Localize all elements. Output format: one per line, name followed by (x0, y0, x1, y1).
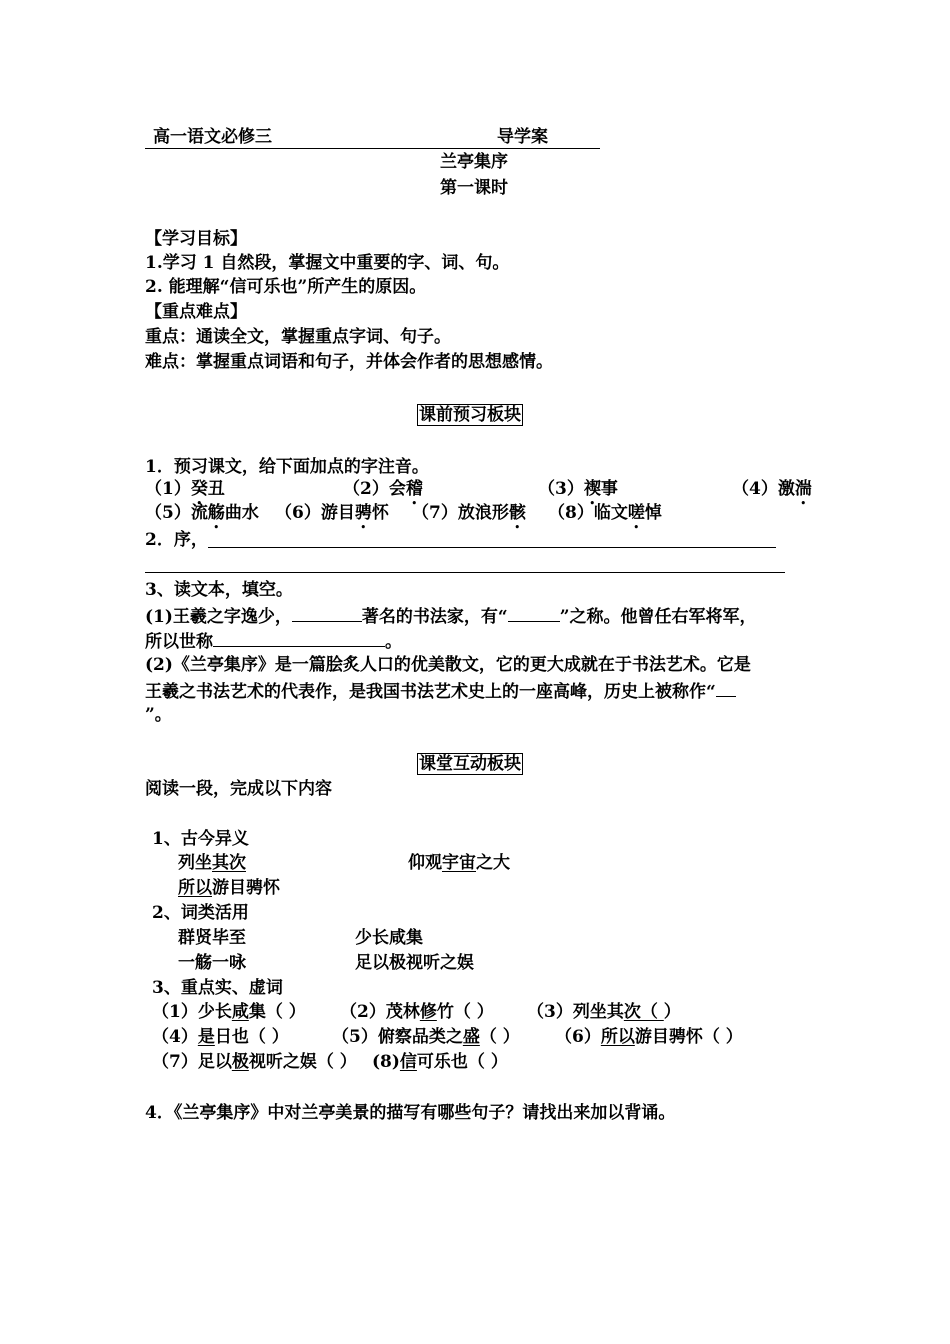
header-doc-type: 导学案 (497, 127, 548, 147)
objective-1: 1.学习 1 自然段，掌握文中重要的字、词、句。 (145, 253, 510, 273)
dotted-char: 稽 (405, 479, 423, 499)
vocab-item-1: （1）少长咸集（ ） (152, 1002, 306, 1022)
classroom-question-4: 4．《兰亭集序》中对兰亭美景的描写有哪些句子？请找出来加以背诵。 (145, 1103, 676, 1123)
vocab-item-8: (8)信可乐也（ ） (372, 1052, 508, 1072)
word-item-1: （1）癸丑 (145, 479, 225, 499)
subsection-2-heading: 2、词类活用 (152, 903, 249, 923)
word-item-4: （4）激湍 (732, 479, 812, 499)
dotted-char: 骸 (508, 503, 526, 523)
word-item-3: （3）禊事 (538, 479, 618, 499)
key-point: 重点：通读全文，掌握重点字词、句子。 (145, 327, 451, 347)
preview-section-title-text: 课前预习板块 (419, 405, 521, 425)
preview-question-3-1-line1: (1)王羲之字逸少， 著名的书法家，有“ ”之称。他曾任右军将军， (145, 603, 756, 629)
difficulties-heading: 【重点难点】 (145, 302, 247, 322)
term-3: 所以游目骋怀 (178, 878, 280, 898)
phrase-1: 群贤毕至 (178, 928, 246, 948)
header-underline (145, 148, 600, 149)
dotted-char: 嗟 (627, 503, 645, 523)
vocab-item-5: （5）俯察品类之盛（ ） (332, 1027, 520, 1047)
word-item-8: （8）临文嗟悼 (548, 503, 662, 523)
term-1: 列坐其次 (178, 853, 246, 873)
page-title: 兰亭集序 (440, 152, 508, 172)
page-subtitle: 第一课时 (440, 178, 508, 198)
header-course: 高一语文必修三 (153, 127, 272, 147)
vocab-item-2: （2）茂林修竹（ ） (340, 1002, 494, 1022)
fill-blank[interactable] (292, 603, 362, 622)
dotted-char: 觞 (207, 503, 225, 523)
word-item-6: （6）游目骋怀 (275, 503, 389, 523)
dotted-char: 癸 (190, 479, 208, 499)
fill-blank[interactable] (716, 678, 736, 697)
preview-question-3-1-line2: 所以世称 。 (145, 628, 402, 654)
classroom-intro: 阅读一段，完成以下内容 (145, 779, 332, 799)
vocab-item-4: （4）是日也（ ） (152, 1027, 289, 1047)
dotted-char: 禊 (583, 479, 601, 499)
preview-question-3-2-line2: 王羲之书法艺术的代表作，是我国书法艺术史上的一座高峰，历史上被称作“ (145, 678, 736, 704)
dotted-char: 湍 (794, 479, 812, 499)
phrase-3: 一觞一咏 (178, 953, 246, 973)
word-item-2: （2）会稽 (343, 479, 423, 499)
vocab-item-7: （7）足以极视听之娱（ ） (152, 1052, 357, 1072)
dotted-char: 骋 (354, 503, 372, 523)
objectives-heading: 【学习目标】 (145, 229, 247, 249)
phrase-4: 足以极视听之娱 (355, 953, 474, 973)
word-item-5: （5）流觞曲水 (145, 503, 259, 523)
phrase-2: 少长咸集 (355, 928, 423, 948)
classroom-section-title (417, 752, 523, 776)
subsection-3-heading: 3、重点实、虚词 (152, 978, 283, 998)
fill-blank[interactable] (508, 603, 560, 622)
preview-question-1: 1．预习课文，给下面加点的字注音。 (145, 457, 429, 477)
word-item-7: （7）放浪形骸 (412, 503, 526, 523)
classroom-section-title-text: 课堂互动板块 (419, 754, 521, 774)
preview-question-3-2-line1: (2)《兰亭集序》是一篇脍炙人口的优美散文，它的更大成就在于书法艺术。它是 (145, 655, 751, 675)
vocab-item-3: （3）列坐其次（ ） (527, 1002, 681, 1022)
subsection-1-heading: 1、古今异义 (152, 829, 249, 849)
preview-question-2: 2．序， (145, 530, 208, 550)
preview-section-title (417, 403, 523, 427)
fill-blank[interactable] (213, 628, 385, 647)
hard-point: 难点：掌握重点词语和句子，并体会作者的思想感情。 (145, 352, 553, 372)
answer-line-1[interactable] (208, 547, 776, 548)
answer-line-2[interactable] (145, 572, 785, 573)
preview-question-3: 3、读文本，填空。 (145, 580, 293, 600)
vocab-item-6: （6）所以游目骋怀（ ） (555, 1027, 743, 1047)
term-2: 仰观宇宙之大 (408, 853, 510, 873)
objective-2: 2. 能理解“信可乐也”所产生的原因。 (145, 277, 427, 297)
preview-question-3-2-line3: ”。 (145, 705, 172, 725)
